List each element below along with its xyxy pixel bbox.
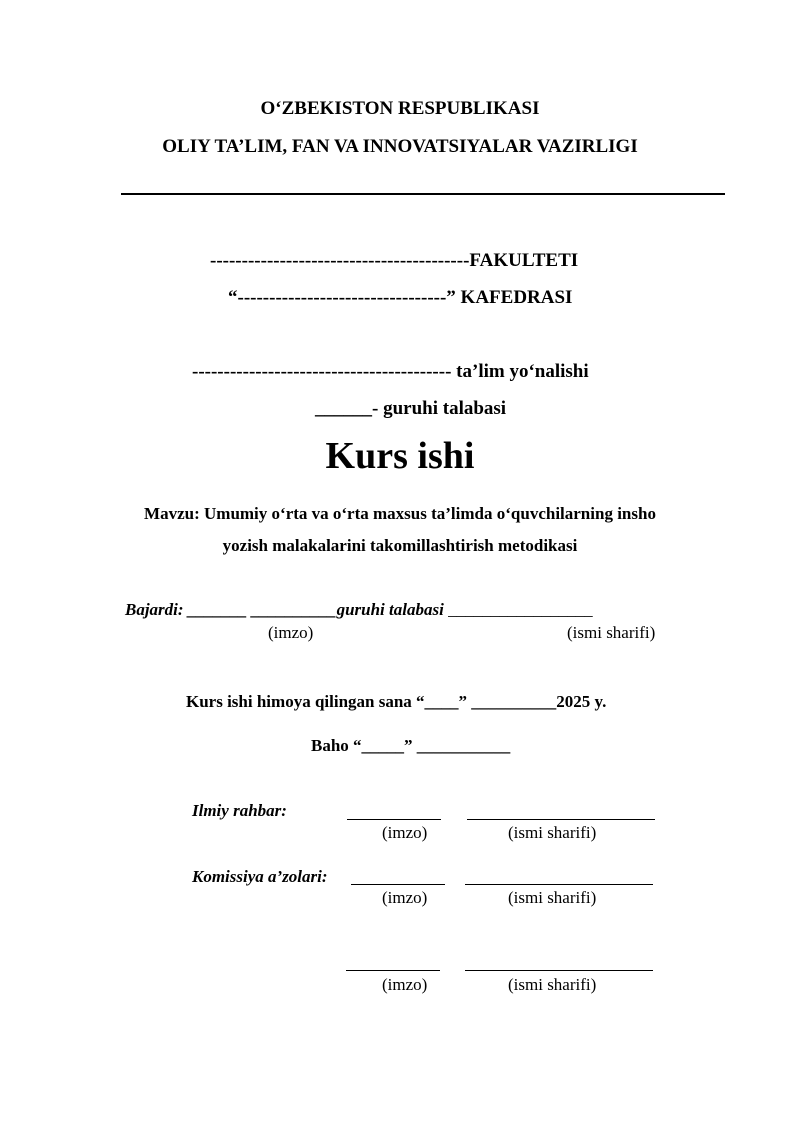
ministry-country-heading: O‘ZBEKISTON RESPUBLIKASI xyxy=(260,98,540,119)
supervisor-name-caption: (ismi sharifi) xyxy=(508,823,597,842)
commission-label: Komissiya a’zolari: xyxy=(192,867,328,886)
performer-signature-caption: (imzo) xyxy=(268,623,314,642)
topic-line-1: Mavzu: Umumiy o‘rta va o‘rta maxsus ta’limda o‘quvchilarning insho xyxy=(144,504,656,523)
document-title: Kurs ishi xyxy=(325,435,475,477)
performer-group-text: guruhi talabasi xyxy=(336,600,444,619)
performer-row xyxy=(125,600,593,620)
commission-signature-line-1 xyxy=(351,884,445,885)
topic-line-2: yozish malakalarini takomillashtirish metodikasi xyxy=(222,536,578,555)
commission-name-line-1 xyxy=(465,884,653,885)
performer-label: Bajardi: _______ __________ xyxy=(125,600,337,619)
commission-name-caption-2: (ismi sharifi) xyxy=(508,975,597,994)
supervisor-signature-line xyxy=(347,819,441,820)
group-line: ______- guruhi talabasi xyxy=(315,398,507,419)
header-divider xyxy=(121,193,725,195)
commission-signature-caption-2: (imzo) xyxy=(382,975,428,994)
defense-date-line: Kurs ishi himoya qilingan sana “____” __________2025 y. xyxy=(186,692,607,711)
commission-signature-caption-1: (imzo) xyxy=(382,888,428,907)
direction-line: ----------------------------------------- ta’lim yo‘nalishi xyxy=(192,361,589,382)
grade-line: Baho “_____” ___________ xyxy=(311,736,511,755)
performer-name-blank: _________________ xyxy=(448,600,593,619)
commission-name-caption-1: (ismi sharifi) xyxy=(508,888,597,907)
supervisor-label: Ilmiy rahbar: xyxy=(192,801,287,820)
faculty-line: -----------------------------------------FAKULTETI xyxy=(210,250,579,271)
supervisor-name-line xyxy=(467,819,655,820)
commission-signature-line-2 xyxy=(346,970,440,971)
ministry-name-heading: OLIY TA’LIM, FAN VA INNOVATSIYALAR VAZIRLIGI xyxy=(162,136,638,157)
supervisor-signature-caption: (imzo) xyxy=(382,823,428,842)
department-line: “---------------------------------” KAFEDRASI xyxy=(228,287,573,308)
commission-name-line-2 xyxy=(465,970,653,971)
performer-name-caption: (ismi sharifi) xyxy=(567,623,656,642)
